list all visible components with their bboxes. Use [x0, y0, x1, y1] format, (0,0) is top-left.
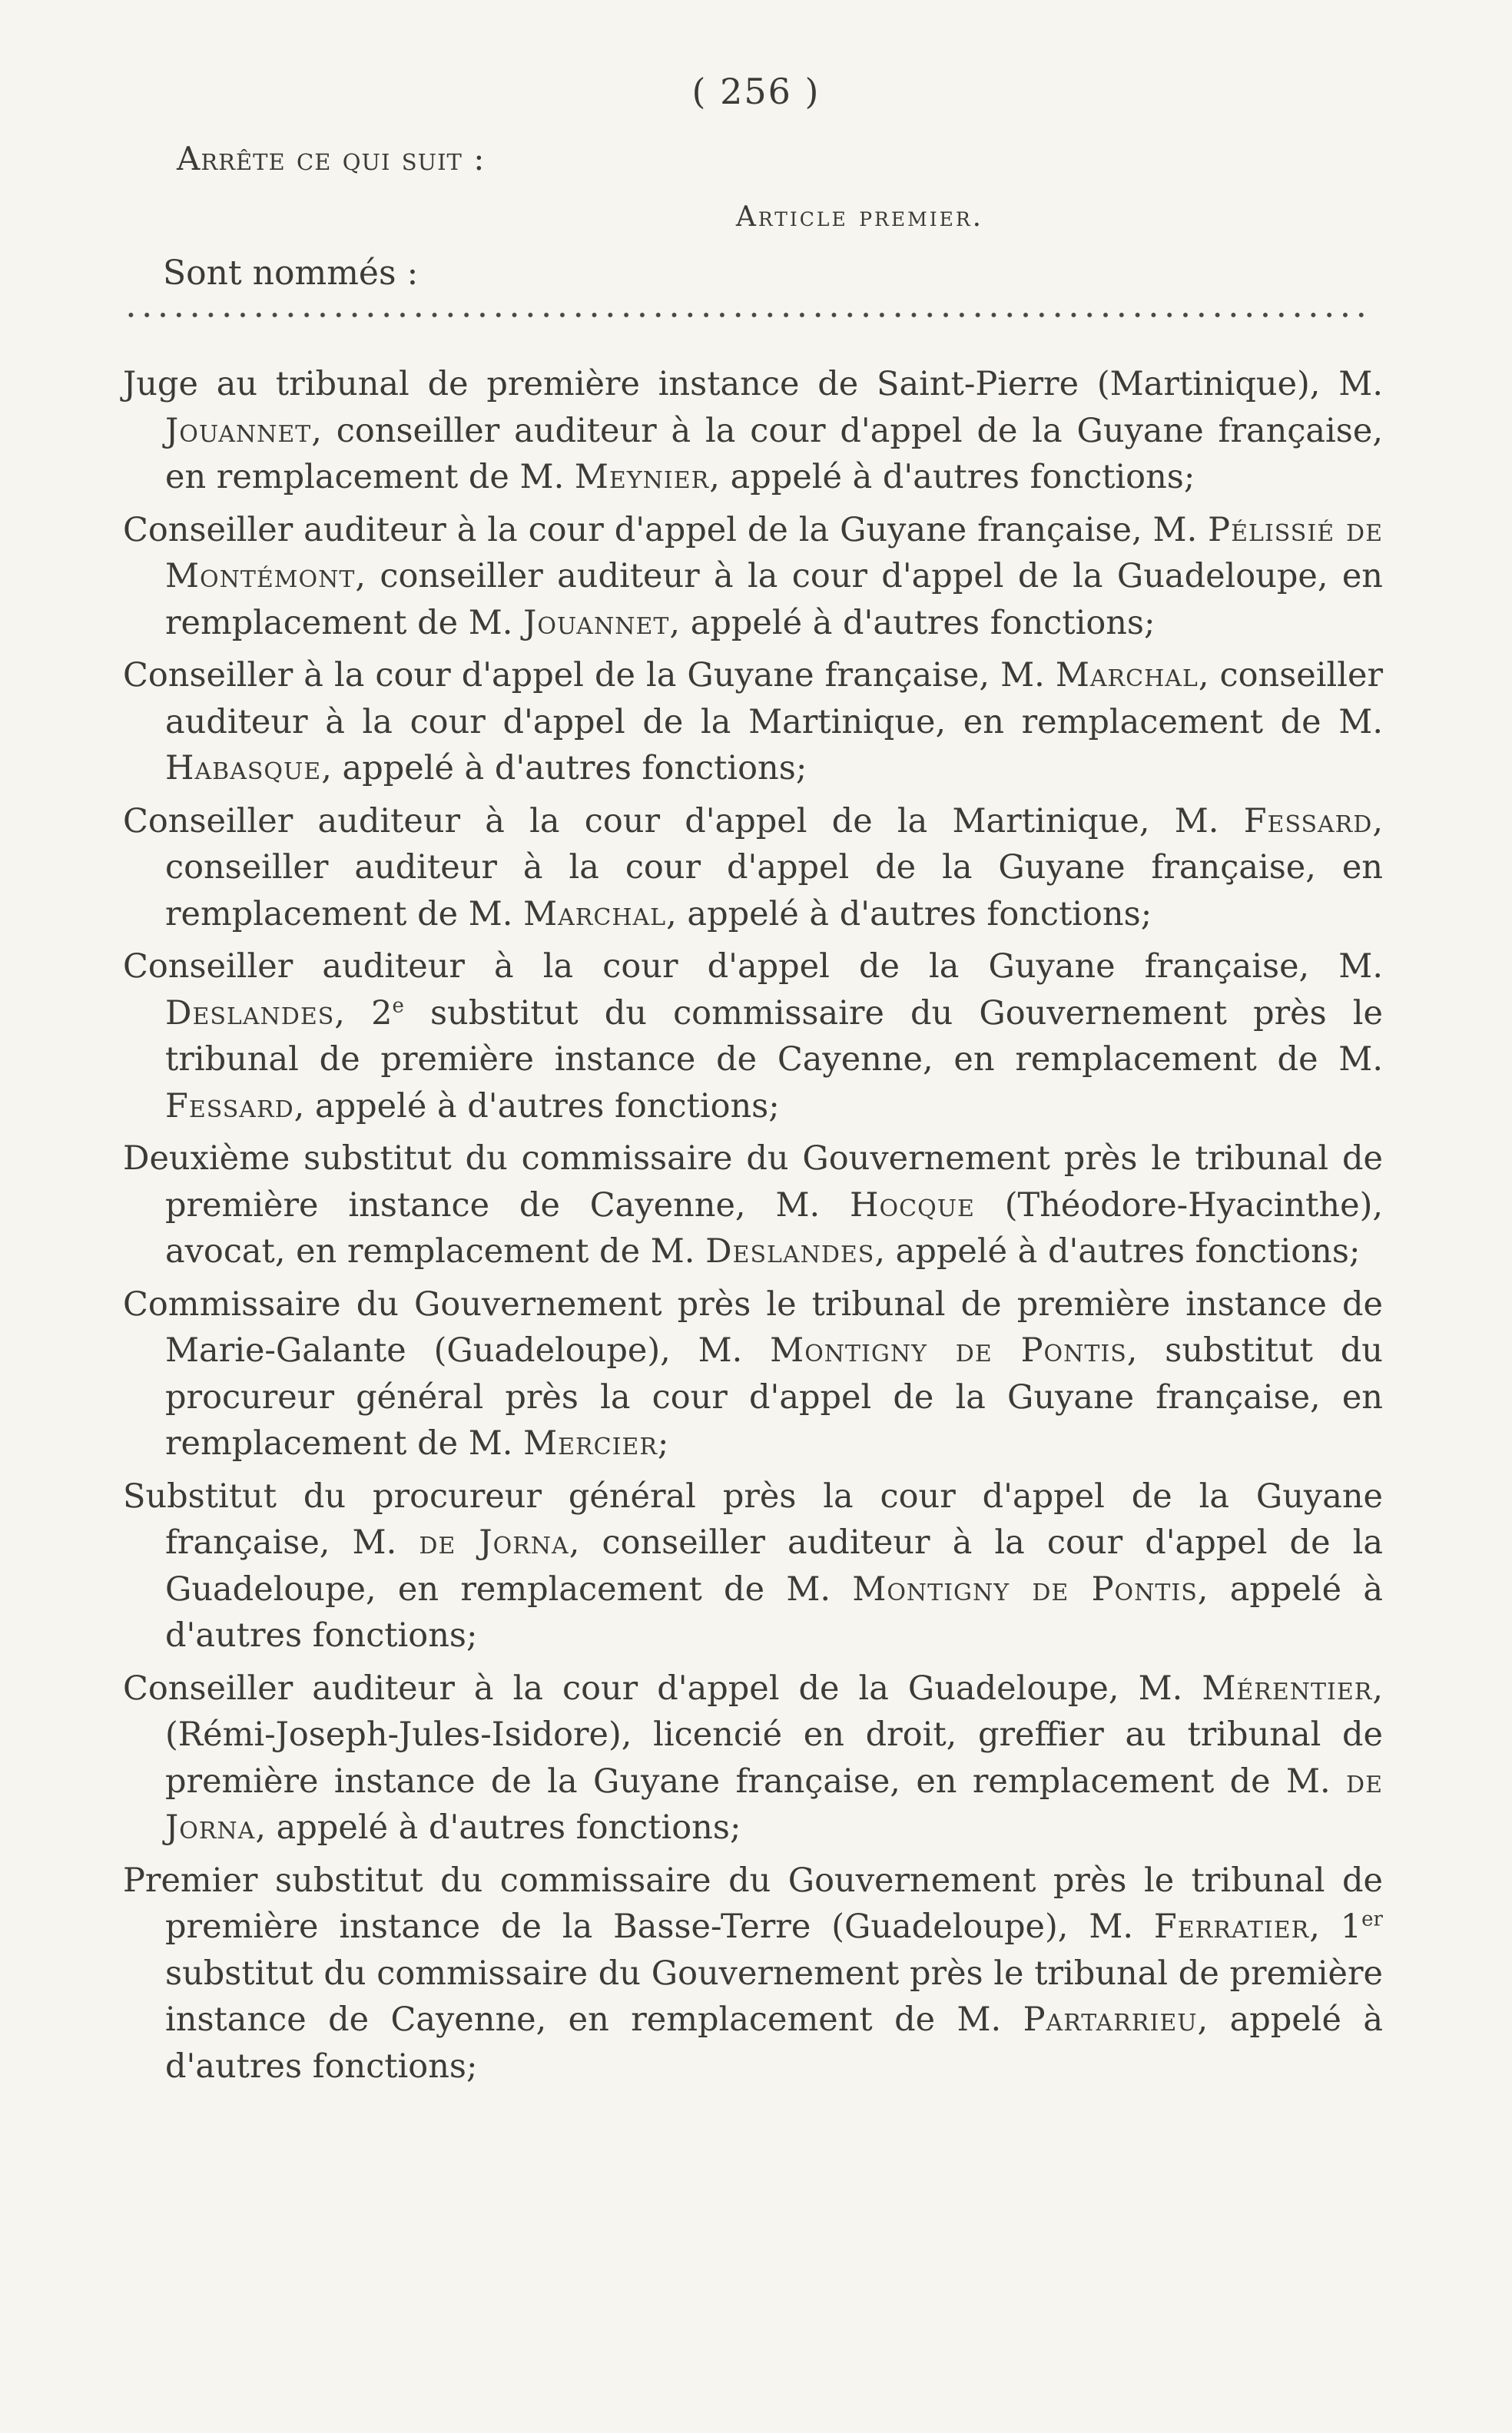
appointment-entry	[123, 652, 1383, 792]
person-name: Marchal	[1055, 656, 1199, 694]
person-name: Pélissié de Montémont	[165, 510, 1383, 595]
entry-text: Conseiller auditeur à la cour d'appel de la Guyane française, M.	[123, 510, 1209, 549]
entry-text: , conseiller auditeur à la cour d'appel de la Martinique, en remplacement de M.	[165, 656, 1383, 741]
entry-text: substitut du commissaire du Gouvernement près le tribunal de première instance de Cayenne, en remplacement de M.	[165, 993, 1383, 1079]
entry-text: Conseiller auditeur à la cour d'appel de la Guyane française, M.	[123, 947, 1383, 986]
entry-text: Conseiller à la cour d'appel de la Guyane française, M.	[123, 656, 1056, 694]
appointment-entry	[123, 507, 1383, 647]
person-name: Jouannet	[165, 411, 312, 450]
person-name: Jouannet	[523, 603, 670, 642]
entry-text: , (Rémi-Joseph-Jules-Isidore), licencié en droit, greffier au tribunal de première instance de la Guyane française, en remplacement de M.	[165, 1669, 1383, 1801]
person-name: Mercier	[523, 1424, 658, 1463]
entry-text: Conseiller auditeur à la cour d'appel de la Martinique, M.	[123, 801, 1244, 840]
appointment-entry	[123, 1666, 1383, 1851]
appointment-entry	[123, 1473, 1383, 1659]
entry-text: , appelé à d'autres fonctions;	[669, 603, 1156, 642]
entry-text: , conseiller auditeur à la cour d'appel de la Guyane française, en remplacement de M.	[165, 411, 1383, 496]
entry-text: Juge au tribunal de première instance de Saint-Pierre (Martinique), M.	[123, 365, 1383, 403]
entry-text: , appelé à d'autres fonctions;	[293, 1086, 780, 1125]
person-name: de Jorna	[419, 1523, 569, 1562]
entry-text: , appelé à d'autres fonctions;	[874, 1232, 1361, 1271]
entry-text: , appelé à d'autres fonctions;	[666, 894, 1152, 933]
appointments-intro: Sont nommés :	[163, 254, 419, 293]
ordinal-superscript: e	[392, 994, 404, 1018]
entry-text: , conseiller auditeur à la cour d'appel de la Guadeloupe, en remplacement de M.	[165, 1523, 1383, 1609]
entry-text: Commissaire du Gouvernement près le tribunal de première instance de Marie-Galante (Guadeloupe), M.	[123, 1284, 1383, 1370]
person-name: Deslandes	[165, 993, 335, 1033]
decree-opening: Arrête ce qui suit :	[177, 140, 486, 177]
person-name: Hocque	[850, 1185, 975, 1225]
person-name: Partarrieu	[1023, 2000, 1198, 2039]
person-name: Montigny de Pontis	[770, 1331, 1127, 1370]
ordinal-superscript: er	[1361, 1908, 1383, 1931]
appointment-entry	[123, 1858, 1383, 2090]
entry-text: ;	[657, 1424, 669, 1463]
appointment-list	[123, 361, 1383, 2096]
person-name: Ferratier	[1153, 1908, 1310, 1946]
entry-text: , conseiller auditeur à la cour d'appel de la Guyane française, en remplacement de M.	[165, 801, 1383, 933]
entry-text: , 1	[1309, 1908, 1362, 1946]
entry-text: Deuxième substitut du commissaire du Gouvernement près le tribunal de première instance de Cayenne, M.	[123, 1139, 1383, 1225]
entry-text: Conseiller auditeur à la cour d'appel de la Guadeloupe, M.	[123, 1669, 1202, 1708]
appointment-entry	[123, 1135, 1383, 1275]
person-name: Meynier	[574, 458, 710, 496]
article-heading: Article premier.	[735, 201, 984, 233]
entry-text: substitut du commissaire du Gouvernement près le tribunal de première instance de Cayenne, en remplacement de M.	[165, 1954, 1383, 2039]
entry-text: , appelé à d'autres fonctions;	[255, 1808, 741, 1847]
appointment-entry	[123, 943, 1383, 1129]
person-name: Habasque	[165, 749, 322, 787]
person-name: Montigny de Pontis	[852, 1570, 1198, 1609]
entry-text: , 2	[334, 993, 393, 1033]
person-name: Marchal	[523, 894, 667, 933]
appointment-entry	[123, 1281, 1383, 1467]
entry-text: , appelé à d'autres fonctions;	[709, 458, 1195, 496]
person-name: Deslandes	[705, 1232, 875, 1271]
entry-text: Premier substitut du commissaire du Gouvernement près le tribunal de première instance de la Basse-Terre (Guadeloupe), M.	[123, 1861, 1383, 1946]
entry-text: , substitut du procureur général près la cour d'appel de la Guyane française, en remplacement de M.	[165, 1331, 1383, 1463]
person-name: Fessard	[1243, 801, 1373, 840]
person-name: de Jorna	[165, 1762, 1383, 1847]
dotted-separator	[123, 310, 1368, 320]
entry-text: Substitut du procureur général près la cour d'appel de la Guyane française, M.	[123, 1477, 1383, 1562]
entry-text: , appelé à d'autres fonctions;	[165, 1570, 1384, 1655]
appointment-entry	[123, 798, 1383, 938]
entry-text: , appelé à d'autres fonctions;	[321, 749, 807, 787]
person-name: Fessard	[165, 1086, 294, 1125]
page-number: ( 256 )	[691, 71, 821, 112]
person-name: Mérentier	[1202, 1669, 1373, 1708]
entry-text: (Théodore-Hyacinthe), avocat, en remplacement de M.	[165, 1185, 1384, 1271]
appointment-entry	[123, 361, 1383, 501]
entry-text: , conseiller auditeur à la cour d'appel de la Guadeloupe, en remplacement de M.	[165, 557, 1383, 642]
entry-text: , appelé à d'autres fonctions;	[165, 2000, 1383, 2086]
